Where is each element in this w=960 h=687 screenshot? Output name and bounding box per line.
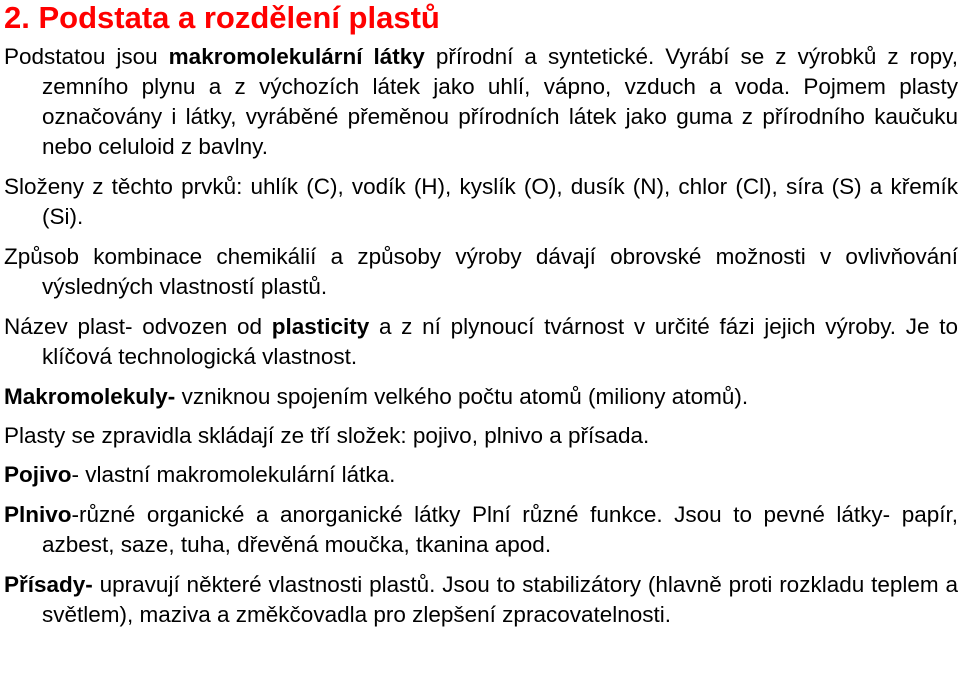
document-body: [4, 42, 958, 640]
text-segment: upravují některé vlastnosti plastů. Jsou to stabilizátory (hlavně proti rozkladu teplem a světlem), maziva a změkčovadla pro zlepšení zpracovatelnosti.: [42, 572, 958, 627]
paragraph-filler: [4, 500, 958, 560]
text-segment: -různé organické a anorganické látky Plní různé funkce. Jsou to pevné látky- papír, azbest, saze, tuha, dřevěná moučka, tkanina apod.: [42, 502, 958, 557]
text-segment: - vlastní makromolekulární látka.: [71, 462, 396, 487]
text-segment: Složeny z těchto prvků: uhlík (C), vodík (H), kyslík (O), dusík (N), chlor (Cl), síra (S) a křemík (Si).: [4, 174, 958, 229]
paragraph-three-components: [4, 421, 958, 451]
bold-term-binder: Pojivo: [4, 462, 72, 487]
paragraph-additives: [4, 570, 958, 630]
bold-term-macromolecules: Makromolekuly-: [4, 384, 176, 409]
paragraph-combination-methods: [4, 242, 958, 302]
text-segment: Název plast- odvozen od: [4, 314, 272, 339]
paragraph-name-origin: [4, 312, 958, 372]
paragraph-composition-elements: [4, 172, 958, 232]
bold-term-additives: Přísady-: [4, 572, 93, 597]
bold-term-plasticity: plasticity: [271, 314, 370, 339]
paragraph-macromolecules: [4, 382, 958, 412]
text-segment: Podstatou jsou: [4, 44, 169, 69]
bold-term-macromolecular-substances: makromolekulární látky: [168, 44, 425, 69]
text-segment: vzniknou spojením velkého počtu atomů (miliony atomů).: [175, 384, 749, 409]
paragraph-nature-of-plastics: [4, 42, 958, 162]
page-title: 2. Podstata a rozdělení plastů: [4, 0, 440, 35]
paragraph-binder: [4, 460, 958, 490]
text-segment: Způsob kombinace chemikálií a způsoby výroby dávají obrovské možnosti v ovlivňování výsledných vlastností plastů.: [4, 244, 958, 299]
text-segment: přírodní a syntetické. Vyrábí se z výrobků z ropy, zemního plynu a z výchozích látek jako uhlí, vápno, vzduch a voda. Pojmem plasty označovány i látky, vyráběné přeměnou přírodních látek jako guma z přírodního kaučuku nebo celuloid z bavlny.: [42, 44, 959, 159]
text-segment: a z ní plynoucí tvárnost v určité fázi jejich výroby. Je to klíčová technologická vlastnost.: [42, 314, 958, 369]
bold-term-filler: Plnivo: [4, 502, 72, 527]
text-segment: Plasty se zpravidla skládají ze tří složek: pojivo, plnivo a přísada.: [4, 423, 650, 448]
